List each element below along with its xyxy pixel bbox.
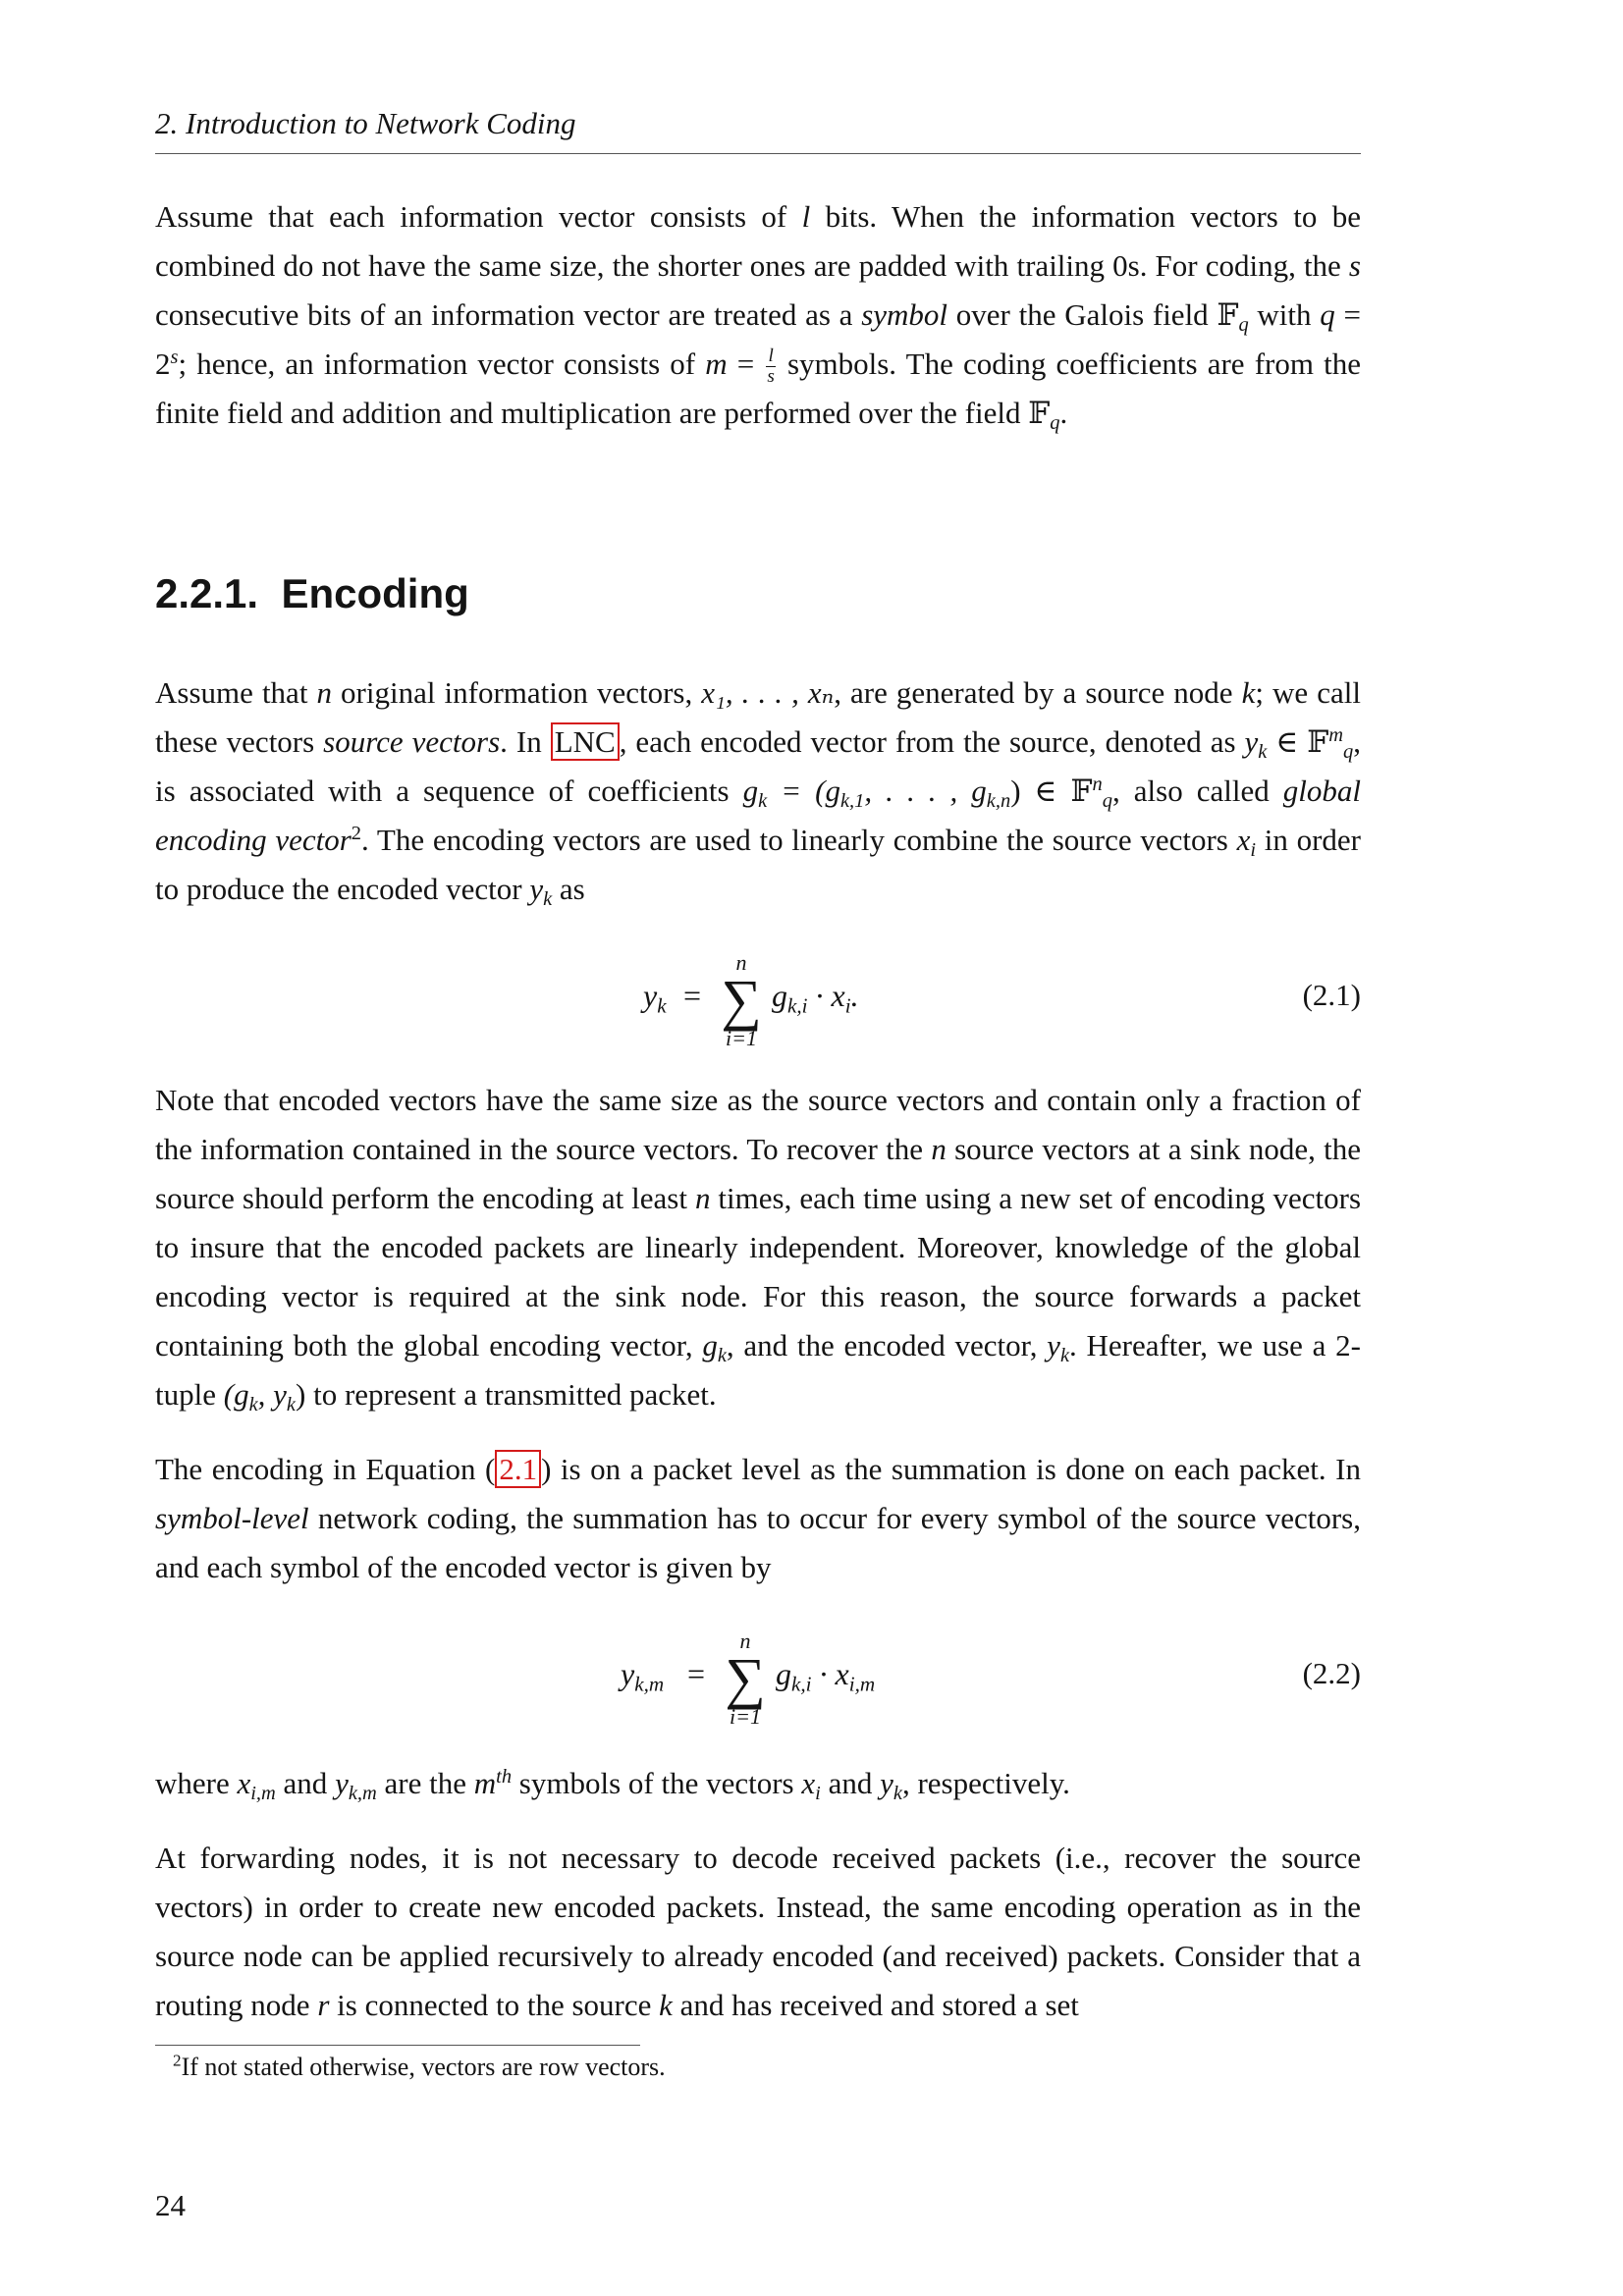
math-field-F: 𝔽 (1217, 297, 1239, 333)
text: network coding, the summation has to occur for every symbol of the source vectors, and each symbol of the encoded vector is given by (155, 1501, 1361, 1584)
math-tuple-close: ) (296, 1377, 306, 1412)
text: ; hence, an information vector consists of (178, 347, 706, 381)
footnote-marker[interactable]: 2 (351, 822, 362, 844)
text: to represent a transmitted packet. (305, 1377, 717, 1412)
equation-body (155, 1619, 1361, 1736)
sum-upper-limit: n (735, 950, 747, 975)
text: Assume that (155, 675, 317, 710)
math-sub-q: q (1102, 790, 1112, 813)
fraction-l-over-s (766, 347, 775, 387)
text: are the (376, 1766, 474, 1800)
text: . (1059, 396, 1068, 430)
text: . The encoding vectors are used to linearly combine the source vectors (361, 823, 1237, 857)
math-q: q (1320, 297, 1335, 332)
math-sub-k1: k,1 (839, 790, 865, 813)
text: , each encoded vector from the source, denoted as (619, 724, 1245, 759)
summation-operator (712, 950, 771, 1052)
paragraph-forwarding-nodes (155, 1834, 1361, 2030)
math-sub-im: i,m (250, 1783, 276, 1805)
math-g: g (776, 1656, 791, 1691)
lnc-acronym-link[interactable]: LNC (551, 722, 620, 761)
text: in order to produce the encoded vector (155, 823, 1361, 906)
math-sup-m: m (1328, 723, 1344, 746)
equation-reference-link[interactable]: 2.1 (495, 1450, 541, 1488)
math-n: n (316, 675, 332, 710)
math-sub-k: k (758, 790, 768, 813)
equation-number: (2.2) (1302, 1656, 1361, 1690)
text: original information vectors, (332, 675, 702, 710)
paragraph-where (155, 1759, 1361, 1808)
text: over the Galois field (947, 297, 1217, 332)
footnote (173, 2050, 666, 2085)
math-n: n (694, 1181, 711, 1215)
text: and (275, 1766, 336, 1800)
math-g: g (772, 978, 787, 1013)
math-sub-ki: k,i (787, 993, 808, 1018)
text: is on a packet level as the summation is done on each packet. In (551, 1452, 1361, 1486)
math-sub-i: i (844, 993, 851, 1018)
math-x: x (237, 1766, 251, 1800)
math-n: n (931, 1132, 947, 1166)
sum-lower-limit: i=1 (726, 1026, 757, 1050)
equation-lhs (621, 1656, 665, 1696)
footnote-text: If not stated otherwise, vectors are row vectors. (181, 2053, 666, 2081)
sum-lower-limit: i=1 (730, 1704, 761, 1729)
math-y: y (880, 1766, 893, 1800)
math-g: g (742, 774, 759, 808)
math-sub-i: i (1250, 839, 1257, 862)
paragraph-intro (155, 192, 1361, 438)
text: , also called (1111, 774, 1283, 808)
math-r: r (317, 1988, 330, 2022)
math-period: . (850, 978, 859, 1013)
text: symbols. The coding coefficients are from the finite field and addition and multiplication are performed over the field (155, 347, 1361, 430)
summation-operator (716, 1629, 775, 1731)
math-sub-q: q (1343, 741, 1354, 764)
text: with (1248, 297, 1321, 332)
math-sub-k: k (893, 1783, 902, 1805)
math-sub-im: i,m (848, 1672, 876, 1696)
footnote-rule (155, 2045, 640, 2046)
math-field-F: 𝔽 (1070, 774, 1093, 809)
math-y: y (1047, 1328, 1060, 1362)
math-tuple-open: (g (223, 1377, 249, 1412)
math-y: y (335, 1766, 349, 1800)
text: symbols of the vectors (512, 1766, 802, 1800)
text: , is associated with a sequence of coefficients (155, 724, 1361, 808)
emphasis-source-vectors: source vectors (323, 724, 501, 759)
emphasis-symbol: symbol (861, 297, 948, 332)
text: and has received and stored a set (672, 1988, 1079, 2022)
math-dots: , . . . , g (864, 774, 987, 808)
math-sub-km: k,m (634, 1672, 665, 1696)
text: times, each time using a new set of encoding vectors to insure that the encoded packets are linearly independent. Moreover, knowledge of the global encoding vector is required at the sink node. For this reason, the source forwards a packet containing both the global encoding vector, (155, 1181, 1362, 1362)
section-heading (155, 567, 469, 620)
text: where (155, 1766, 238, 1800)
text: source vectors at a sink node, the source should perform the encoding at least (155, 1132, 1361, 1215)
text: , and the encoded vector, (726, 1328, 1048, 1362)
math-dot-x: · x (811, 1656, 849, 1691)
text: is connected to the source (329, 1988, 660, 2022)
math-sub-ki: k,i (791, 1672, 812, 1696)
math-y: y (529, 872, 544, 906)
math-field-F: 𝔽 (1307, 724, 1329, 760)
math-l: l (801, 199, 811, 234)
text: . In (500, 724, 551, 759)
equals-sign: = (683, 978, 702, 1013)
equals-sign: = (687, 1656, 706, 1691)
running-head: 2. Introduction to Network Coding (155, 106, 576, 140)
math-m: m (705, 347, 728, 381)
text: bits. When the information vectors to be combined do not have the same size, the shorter ones are padded with trailing 0s. For coding, the (155, 199, 1361, 283)
math-sub-k: k (248, 1394, 258, 1416)
equation-lhs (643, 978, 667, 1018)
text: ; we call these vectors (155, 675, 1361, 759)
math-g: g (702, 1328, 718, 1362)
math-in: ∈ (1267, 724, 1308, 759)
text: and (820, 1766, 881, 1800)
math-g-def: = (g (767, 774, 840, 808)
math-tuple-mid: , y (257, 1377, 287, 1412)
math-sub-q: q (1050, 412, 1060, 435)
math-sub-q: q (1238, 314, 1249, 337)
math-y: y (1244, 724, 1259, 759)
math-dot-x: · x (807, 978, 845, 1013)
text: Assume that each information vector consists of (155, 199, 802, 234)
equation-number: (2.1) (1302, 978, 1361, 1012)
math-eq: = (727, 347, 765, 381)
math-sub-k: k (1258, 741, 1268, 764)
sigma-symbol: ∑ (725, 1646, 766, 1710)
footnote-mark: 2 (173, 2051, 182, 2070)
paragraph-encoded-vectors (155, 1076, 1361, 1419)
equation-2-1 (155, 940, 1361, 1058)
emphasis-global-encoding-vector: global encoding vector (155, 774, 1361, 857)
math-y: y (643, 978, 658, 1013)
paragraph-symbol-level (155, 1445, 1361, 1592)
fraction-numerator: l (768, 346, 774, 367)
text: At forwarding nodes, it is not necessary to decode received packets (i.e., recover the source vectors) in order to create new encoded packets. Instead, the same encoding operation as in the source node can be applied recursively to already encoded (and received) packets. Consider that a routing node (155, 1841, 1361, 2022)
math-s: s (1348, 248, 1361, 283)
math-sub-kn: k,n (986, 790, 1011, 813)
equation-2-2 (155, 1619, 1361, 1736)
math-sub-k: k (286, 1394, 296, 1416)
math-sup-th: th (496, 1765, 513, 1788)
text: Note that encoded vectors have the same size as the source vectors and contain only a fraction of the information contained in the source vectors. To recover the (155, 1083, 1361, 1166)
header-rule (155, 153, 1361, 154)
math-sub-i: i (815, 1783, 821, 1805)
equation-body (155, 940, 1361, 1058)
math-field-F: 𝔽 (1028, 396, 1051, 431)
text: as (552, 872, 585, 906)
math-k: k (659, 1988, 673, 2022)
equation-rhs (776, 1656, 876, 1696)
text: , respectively. (901, 1766, 1070, 1800)
math-sub-km: k,m (348, 1783, 377, 1805)
math-sup-s: s (170, 346, 179, 368)
text: , are generated by a source node (834, 675, 1242, 710)
math-m: m (473, 1766, 497, 1800)
math-y: y (621, 1656, 635, 1691)
page-number: 24 (155, 2188, 186, 2222)
math-sub-k: k (657, 993, 667, 1018)
section-title: Encoding (281, 570, 469, 616)
ref-paren: ) (541, 1452, 552, 1486)
sigma-symbol: ∑ (721, 968, 762, 1032)
ref-paren: ( (484, 1452, 496, 1486)
math-k: k (1241, 675, 1256, 710)
text: The encoding in Equation (155, 1452, 485, 1486)
paragraph-encoding (155, 668, 1361, 914)
text: consecutive bits of an information vector are treated as a (155, 297, 862, 332)
math-close-in: ) ∈ (1010, 774, 1071, 808)
math-x: x (801, 1766, 816, 1800)
equation-rhs (772, 978, 859, 1018)
math-sub-k: k (543, 888, 553, 911)
emphasis-symbol-level: symbol-level (155, 1501, 309, 1535)
text: . Hereafter, we use a 2-tuple (155, 1328, 1361, 1412)
section-number: 2.2.1. (155, 570, 259, 616)
math-sup-n: n (1092, 773, 1103, 795)
math-eq: = 2 (155, 297, 1362, 381)
sum-upper-limit: n (739, 1629, 751, 1653)
fraction-denominator: s (767, 366, 775, 388)
math-sub-k: k (717, 1345, 727, 1367)
math-sub-k: k (1059, 1345, 1070, 1367)
math-x1-xn: x₁, . . . , xₙ (701, 675, 835, 710)
math-x: x (1236, 823, 1251, 857)
